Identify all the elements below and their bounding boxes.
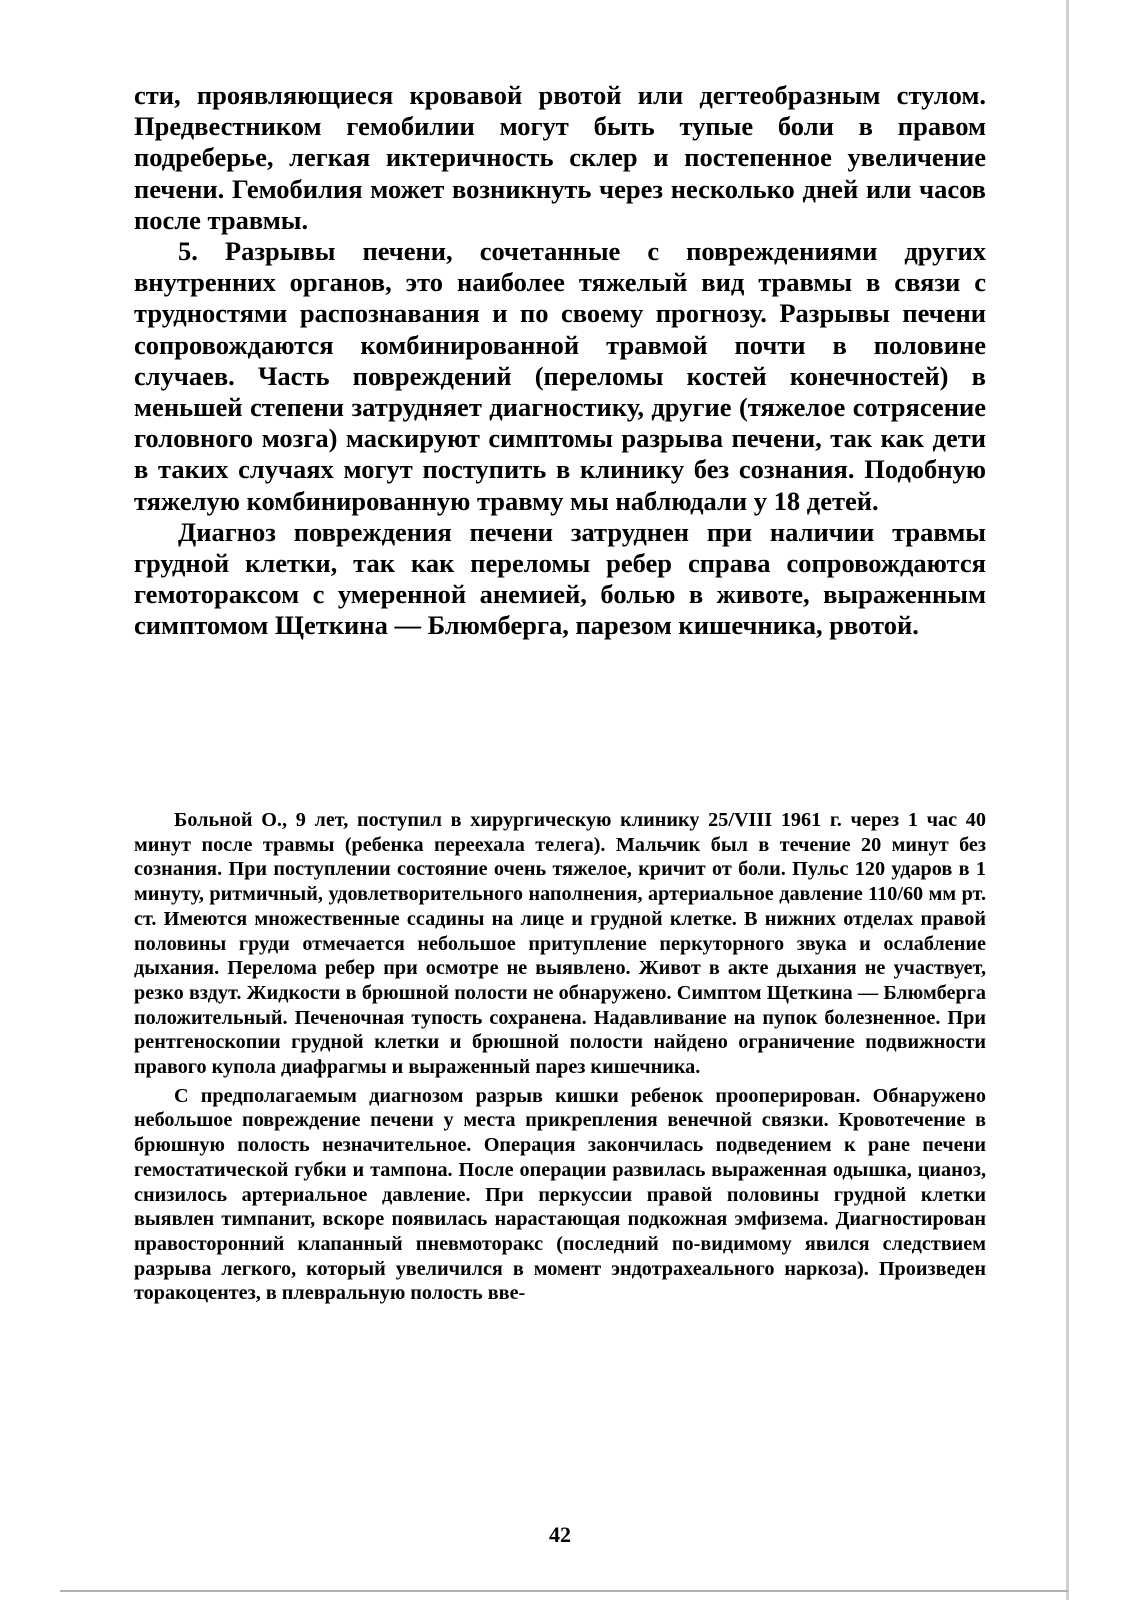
- main-text: [134, 80, 986, 642]
- case-paragraph-1: Больной О., 9 лет, поступил в хирургическую клинику 25/VIII 1961 г. через 1 час 40 минут после травмы (ребенка переехала телега). Мальчик был в течение 20 минут без сознания. При поступлении состояние очень тяжелое, кричит от боли. Пульс 120 ударов в 1 минуту, ритмичный, удовлетворительного наполнения, артериальное давление 110/60 мм рт. ст. Имеются множественные ссадины на лице и грудной клетке. В нижних отделах правой половины груди отмечается небольшое притупление перкуторного звука и ослабление дыхания. Перелома ребер при осмотре не выявлено. Живот в акте дыхания не участвует, резко вздут. Жидкости в брюшной полости не обнаружено. Симптом Щеткина — Блюмберга положительный. Печеночная тупость сохранена. Надавливание на пупок болезненное. При рентгеноскопии грудной клетки и брюшной полости найдено ограничение подвижности правого купола диафрагмы и выраженный парез кишечника.: [134, 809, 986, 1079]
- page-number: 42: [549, 1522, 571, 1547]
- main-paragraph-2: 5. Разрывы печени, сочетанные с повреждениями других внутренних органов, это наиболее тяжелый вид травмы в связи с трудностями распознавания и по своему прогнозу. Разрывы печени сопровождаются комбинированной травмой почти в половине случаев. Часть повреждений (переломы костей конечностей) в меньшей степени затрудняет диагностику, другие (тяжелое сотрясение головного мозга) маскируют симптомы разрыва печени, так как дети в таких случаях могут поступить в клинику без сознания. Подобную тяжелую комбинированную травму мы наблюдали у 18 детей.: [134, 236, 986, 516]
- main-paragraph-3: Диагноз повреждения печени затруднен при наличии травмы грудной клетки, так как переломы ребер справа сопровождаются гемотораксом с умеренной анемией, болью в животе, выраженным симптомом Щеткина — Блюмберга, парезом кишечника, рвотой.: [134, 516, 986, 641]
- case-report: [134, 808, 986, 1306]
- main-paragraph-1: сти, проявляющиеся кровавой рвотой или дегтеобразным стулом. Предвестником гемобилии могут быть тупые боли в правом подреберье, легкая иктеричность склер и постепенное увеличение печени. Гемобилия может возникнуть через несколько дней или часов после травмы.: [134, 80, 986, 235]
- page-edge-bottom: [60, 1590, 1068, 1592]
- case-paragraph-2: С предполагаемым диагнозом разрыв кишки ребенок прооперирован. Обнаружено небольшое повреждение печени у места прикрепления венечной связки. Кровотечение в брюшную полость незначительное. Операция закончилась подведением к ране печени гемостатической губки и тампона. После операции развилась выраженная одышка, цианоз, снизилось артериальное давление. При перкуссии правой половины грудной клетки выявлен тимпанит, вскоре появилась нарастающая подкожная эмфизема. Диагностирован правосторонний клапанный пневмоторакс (последний по-видимому явился следствием разрыва легкого, который увеличился в момент эндотрахеального наркоза). Произведен торакоцентез, в плевральную полость вве-: [134, 1084, 986, 1305]
- page-edge-right: [1066, 0, 1069, 1600]
